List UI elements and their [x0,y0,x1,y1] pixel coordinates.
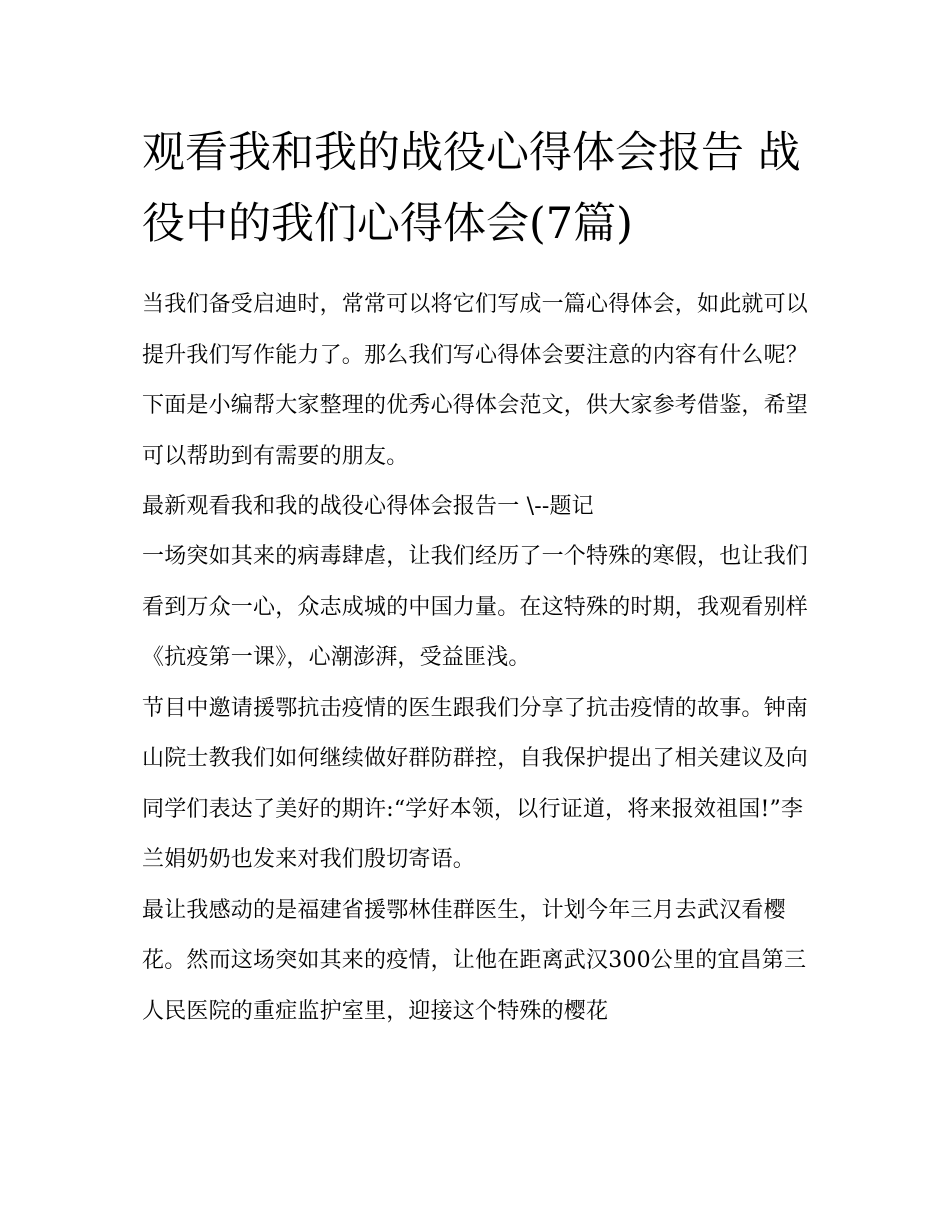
body-paragraph: 节目中邀请援鄂抗击疫情的医生跟我们分享了抗击疫情的故事。钟南山院士教我们如何继续做好群防群控，自我保护提出了相关建议及向同学们表达了美好的期许:“学好本领，以行证道，将来报效祖国!”李兰娟奶奶也发来对我们殷切寄语。 [142,695,809,872]
document-title: 观看我和我的战役心得体会报告 战役中的我们心得体会(7篇) [142,128,801,249]
body-paragraph: 一场突如其来的病毒肆虐，让我们经历了一个特殊的寒假，也让我们看到万众一心，众志成城的中国力量。在这特殊的时期，我观看别样《抗疫第一课》，心潮澎湃，受益匪浅。 [142,544,809,670]
document-body [142,280,812,1037]
section-heading: 最新观看我和我的战役心得体会报告一 \--题记 [142,494,594,519]
document-content [142,118,812,1037]
intro-paragraph: 当我们备受启迪时，常常可以将它们写成一篇心得体会，如此就可以提升我们写作能力了。那么我们写心得体会要注意的内容有什么呢？下面是小编帮大家整理的优秀心得体会范文，供大家参考借鉴，希望可以帮助到有需要的朋友。 [142,292,809,469]
body-paragraph: 最让我感动的是福建省援鄂林佳群医生，计划今年三月去武汉看樱花。然而这场突如其来的疫情，让他在距离武汉300公里的宜昌第三人民医院的重症监护室里，迎接这个特殊的樱花 [142,897,807,1024]
